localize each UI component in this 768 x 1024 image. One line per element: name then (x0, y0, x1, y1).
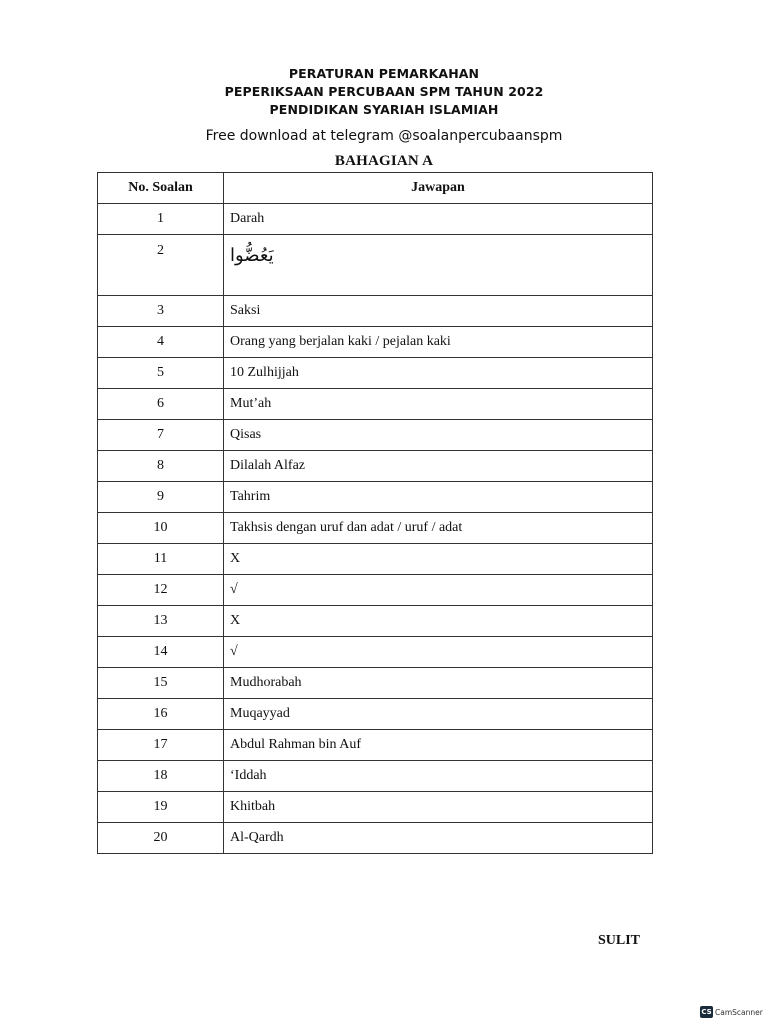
table-row (98, 296, 653, 327)
answer-cell: Orang yang berjalan kaki / pejalan kaki (224, 327, 653, 358)
question-number: 9 (98, 482, 224, 513)
question-number: 12 (98, 575, 224, 606)
table-row (98, 327, 653, 358)
camscanner-logo-icon: CS (701, 1008, 712, 1016)
download-notice: Free download at telegram @soalanpercubaanspm (205, 128, 563, 144)
column-header-answer: Jawapan (224, 173, 653, 204)
question-number: 8 (98, 451, 224, 482)
question-number: 4 (98, 327, 224, 358)
table-row (98, 730, 653, 761)
answer-cell: √ (224, 575, 653, 606)
answer-cell: Qisas (224, 420, 653, 451)
question-number: 10 (98, 513, 224, 544)
question-number: 18 (98, 761, 224, 792)
table-row (98, 761, 653, 792)
header-title-line-1: PERATURAN PEMARKAHAN (288, 66, 480, 81)
question-number: 3 (98, 296, 224, 327)
answer-cell: Saksi (224, 296, 653, 327)
question-number: 20 (98, 823, 224, 854)
table-row (98, 699, 653, 730)
question-number: 6 (98, 389, 224, 420)
section-title: BAHAGIAN A (334, 153, 434, 169)
table-header-row (98, 173, 653, 204)
question-number: 13 (98, 606, 224, 637)
table-row (98, 575, 653, 606)
table-row (98, 204, 653, 235)
header-title-line-2: PEPERIKSAAN PERCUBAAN SPM TAHUN 2022 (224, 84, 544, 99)
answer-cell: Darah (224, 204, 653, 235)
answer-cell: Mudhorabah (224, 668, 653, 699)
answer-cell: Mut’ah (224, 389, 653, 420)
header-title-line-3: PENDIDIKAN SYARIAH ISLAMIAH (269, 102, 499, 117)
table-row (98, 544, 653, 575)
question-number: 2 (98, 235, 224, 296)
answer-cell: Muqayyad (224, 699, 653, 730)
table-row (98, 358, 653, 389)
table-row (98, 482, 653, 513)
table-row (98, 235, 653, 296)
question-number: 19 (98, 792, 224, 823)
question-number: 16 (98, 699, 224, 730)
answer-cell: يَعُضُّوا (224, 235, 653, 296)
answer-table (97, 172, 653, 854)
table-body (98, 204, 653, 854)
question-number: 7 (98, 420, 224, 451)
table-row (98, 420, 653, 451)
table-row (98, 451, 653, 482)
answer-cell: 10 Zulhijjah (224, 358, 653, 389)
answer-cell: X (224, 606, 653, 637)
table-row (98, 606, 653, 637)
answer-cell: √ (224, 637, 653, 668)
camscanner-text: CamScanner (715, 1007, 763, 1017)
answer-cell: Khitbah (224, 792, 653, 823)
question-number: 15 (98, 668, 224, 699)
camscanner-watermark (700, 1005, 763, 1019)
table-row (98, 513, 653, 544)
question-number: 5 (98, 358, 224, 389)
table-row (98, 792, 653, 823)
answer-cell: ‘Iddah (224, 761, 653, 792)
question-number: 14 (98, 637, 224, 668)
answer-cell: Takhsis dengan uruf dan adat / uruf / adat (224, 513, 653, 544)
question-number: 11 (98, 544, 224, 575)
table-row (98, 668, 653, 699)
question-number: 17 (98, 730, 224, 761)
table-row (98, 823, 653, 854)
answer-cell: Abdul Rahman bin Auf (224, 730, 653, 761)
question-number: 1 (98, 204, 224, 235)
answer-cell: Al-Qardh (224, 823, 653, 854)
answer-cell: Tahrim (224, 482, 653, 513)
table-row (98, 637, 653, 668)
answer-cell: Dilalah Alfaz (224, 451, 653, 482)
table-row (98, 389, 653, 420)
column-header-no: No. Soalan (98, 173, 224, 204)
classification-label: SULIT (598, 933, 641, 948)
answer-cell: X (224, 544, 653, 575)
